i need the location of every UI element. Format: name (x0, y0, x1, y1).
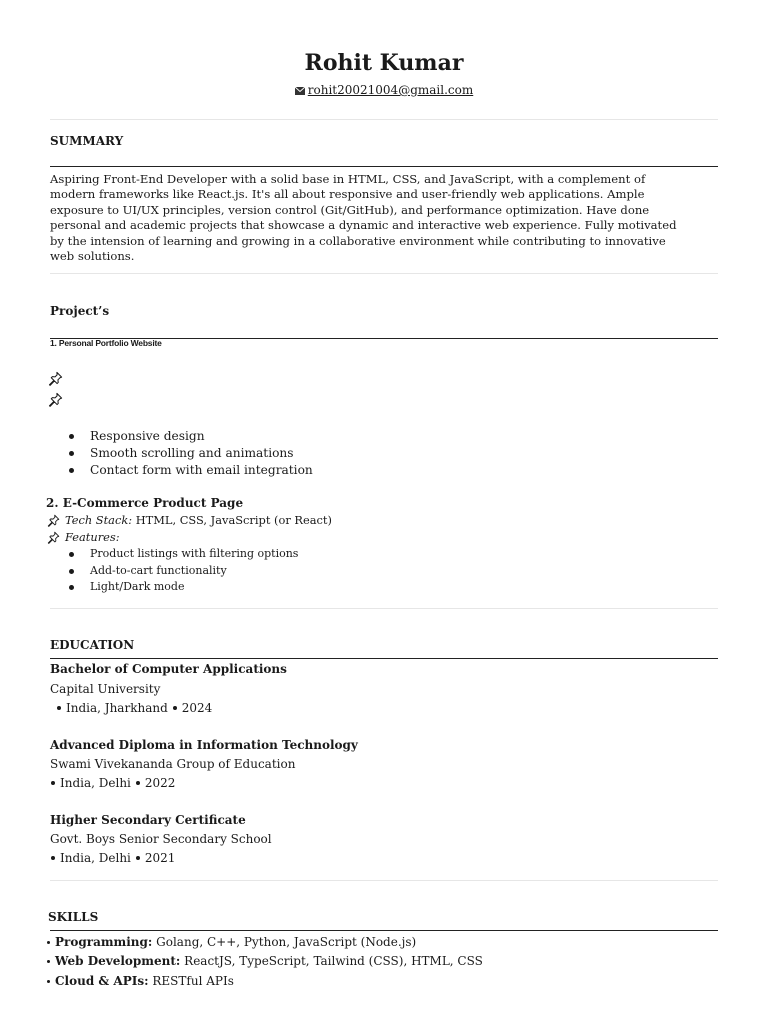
list-item: Smooth scrolling and animations (66, 445, 313, 462)
summary-line: exposure to UI/UX principles, version control (Git/GitHub), and performance optimization. Have done (50, 202, 650, 217)
divider (50, 273, 718, 274)
divider (50, 608, 718, 609)
section-heading-education: EDUCATION (50, 638, 135, 652)
pushpin-icon (47, 531, 60, 544)
summary-line: Aspiring Front-End Developer with a solid base in HTML, CSS, and JavaScript, with a complement of (50, 172, 646, 186)
list-item: Responsive design (66, 428, 313, 445)
project-title: 2. E-Commerce Product Page (46, 496, 244, 510)
section-rule (50, 658, 718, 659)
skill-label: Programming: (55, 935, 153, 949)
tech-stack-value: HTML, CSS, JavaScript (or React) (132, 513, 332, 527)
project-title: 1. Personal Portfolio Website (50, 338, 162, 348)
list-item: Contact form with email integration (66, 462, 313, 479)
project-feature-list (66, 428, 313, 479)
summary-text (50, 172, 715, 264)
education-year: 2021 (144, 851, 176, 865)
tech-stack-label: Tech Stack: (65, 513, 133, 527)
education-school: Swami Vivekananda Group of Education (50, 757, 296, 771)
section-heading-summary: SUMMARY (50, 134, 124, 148)
education-degree: Advanced Diploma in Information Technology (50, 738, 358, 752)
bullet-dot (47, 960, 50, 963)
bullet-dot (51, 781, 55, 785)
education-year: 2024 (181, 701, 213, 715)
skill-item (47, 954, 483, 968)
list-item: Add-to-cart functionality (66, 563, 298, 580)
education-location: India, Delhi (60, 776, 131, 790)
summary-line: by the intension of learning and growing in a collaborative environment while contributing to innovative (50, 233, 666, 248)
pushpin-icon (47, 514, 60, 527)
bullet-dot (136, 856, 140, 860)
email-link[interactable]: rohit20021004@gmail.com (307, 83, 474, 97)
summary-line: web solutions. (50, 249, 135, 264)
pushpin-icon (48, 371, 63, 386)
list-item: Product listings with filtering options (66, 546, 298, 563)
divider (50, 119, 718, 120)
section-rule (50, 930, 718, 931)
education-year: 2022 (144, 776, 176, 790)
bullet-dot (57, 706, 61, 710)
education-location: India, Jharkhand (66, 701, 168, 715)
contact-line (0, 83, 768, 97)
features-label: Features: (65, 530, 120, 544)
skill-value: Golang, C++, Python, JavaScript (Node.js) (152, 935, 417, 949)
list-item: Light/Dark mode (66, 579, 298, 596)
bullet-dot (47, 980, 50, 983)
bullet-dot (173, 706, 177, 710)
skill-value: ReactJS, TypeScript, Tailwind (CSS), HTML, CSS (180, 954, 483, 968)
project-feature-list (66, 546, 298, 596)
education-school: Govt. Boys Senior Secondary School (50, 832, 272, 846)
summary-line: personal and academic projects that showcase a dynamic and interactive web experience. Fully motivated (50, 218, 677, 233)
summary-line: modern frameworks like React.js. It's all about responsive and user-friendly web applications. Ample (50, 187, 645, 202)
pushpin-icon (48, 392, 63, 407)
education-school: Capital University (50, 682, 161, 696)
section-rule (50, 166, 718, 167)
bullet-dot (47, 941, 50, 944)
skill-label: Web Development: (55, 954, 181, 968)
section-heading-skills: SKILLS (48, 910, 99, 924)
resume-name: Rohit Kumar (304, 50, 464, 76)
education-degree: Higher Secondary Certificate (50, 813, 246, 827)
features-line (65, 530, 120, 544)
bullet-dot (51, 856, 55, 860)
skill-label: Cloud & APIs: (55, 974, 149, 988)
education-location: India, Delhi (60, 851, 131, 865)
skill-item (47, 935, 416, 949)
bullet-dot (136, 781, 140, 785)
tech-stack-line (65, 513, 332, 527)
education-meta (46, 851, 175, 865)
education-meta (46, 776, 175, 790)
divider (50, 880, 718, 881)
section-heading-projects: Project’s (50, 304, 110, 318)
education-meta (52, 701, 212, 715)
envelope-icon (295, 87, 305, 95)
education-degree: Bachelor of Computer Applications (50, 662, 287, 676)
skill-item (47, 974, 234, 988)
skill-value: RESTful APIs (148, 974, 234, 988)
